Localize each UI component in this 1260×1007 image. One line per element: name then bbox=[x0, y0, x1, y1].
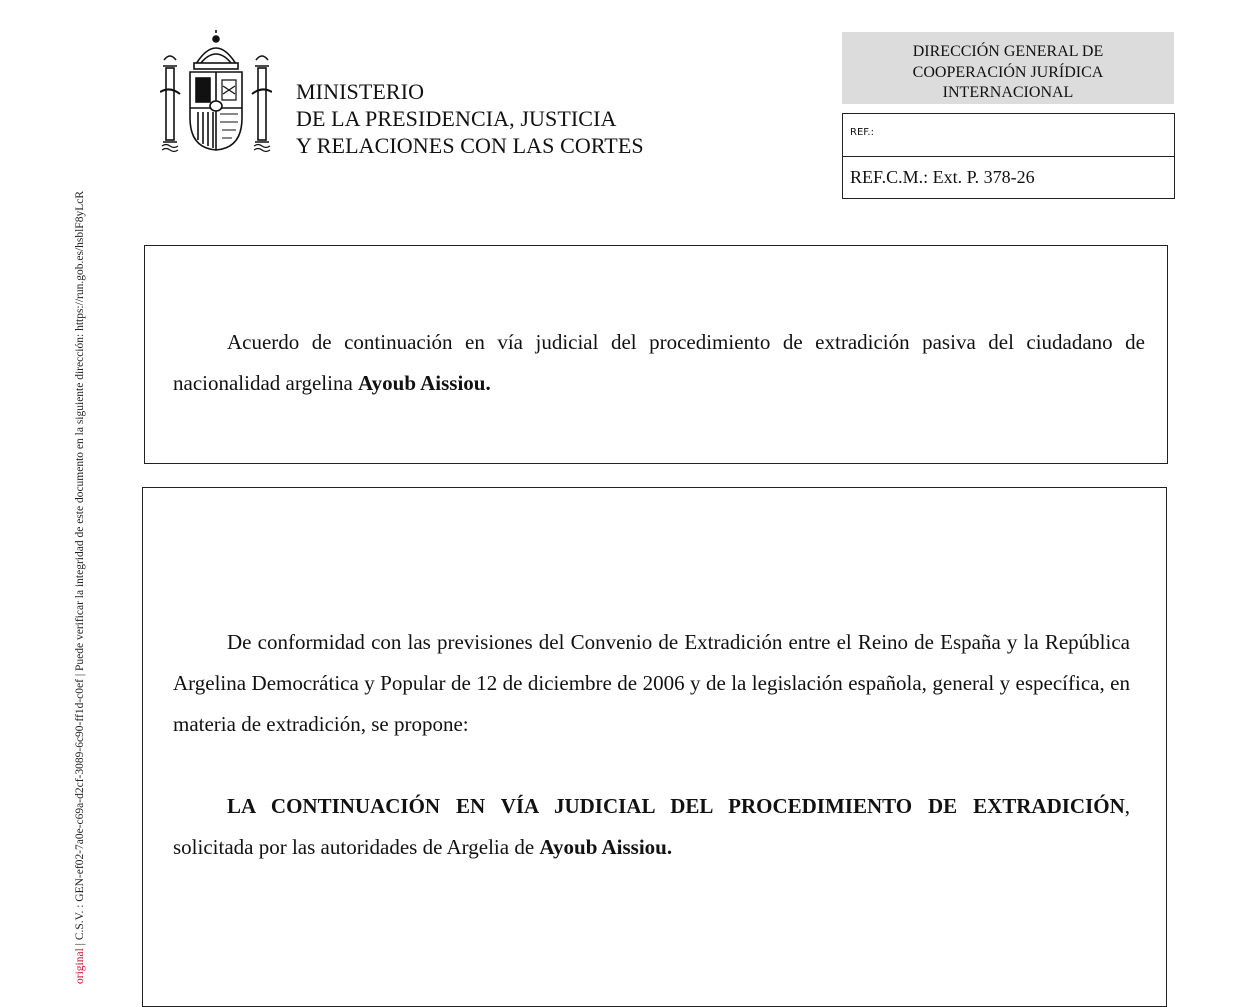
ref-field: REF.: bbox=[843, 114, 1174, 157]
directorate-line-3: INTERNACIONAL bbox=[942, 84, 1074, 101]
intro-text: De conformidad con las previsiones del Convenio de Extradición entre el Reino de España y la República Argelina Democrática y Popular de 12 de diciembre de 2006 y de la legislación española, general y específica, en materia de extradición, se propone: bbox=[173, 630, 1130, 736]
ministry-line-1: MINISTERIO bbox=[296, 79, 425, 104]
ref-cm-field: REF.C.M.: Ext. P. 378-26 bbox=[850, 167, 1035, 187]
ministry-line-3: Y RELACIONES CON LAS CORTES bbox=[296, 133, 644, 158]
directorate-box bbox=[842, 32, 1174, 104]
ministry-name bbox=[296, 78, 644, 159]
proposal-paragraph bbox=[173, 786, 1130, 868]
proposal-bold-text: LA CONTINUACIÓN EN VÍA JUDICIAL DEL PROCEDIMIENTO DE EXTRADICIÓN bbox=[227, 794, 1125, 818]
summary-text: Acuerdo de continuación en vía judicial del procedimiento de extradición pasiva del ciudadano de nacionalidad argelina bbox=[173, 330, 1145, 395]
directorate-line-1: DIRECCIÓN GENERAL DE bbox=[912, 43, 1104, 60]
reference-table bbox=[842, 113, 1175, 199]
stamp-original-label: original bbox=[74, 948, 86, 984]
intro-paragraph bbox=[173, 622, 1130, 745]
proposal-rest-text: , solicitada por las autoridades de Argelia de bbox=[173, 794, 1130, 859]
summary-box bbox=[144, 245, 1168, 464]
proposal-box bbox=[142, 487, 1167, 1007]
summary-paragraph bbox=[173, 322, 1145, 404]
directorate-line-2: COOPERACIÓN JURÍDICA bbox=[912, 63, 1104, 81]
spain-coat-of-arms-icon bbox=[160, 30, 272, 154]
proposal-name: Ayoub Aissiou. bbox=[539, 835, 673, 859]
ministry-line-2: DE LA PRESIDENCIA, JUSTICIA bbox=[296, 106, 617, 131]
stamp-csv-text: | C.S.V. : GEN-ef02-7a0e-c69a-d2cf-3089-6c90-ff1d-c0ef | Puede verificar la integridad de este documento en la siguiente dirección: https://run.gob.es/hsblF8yLcR bbox=[74, 191, 86, 949]
summary-name: Ayoub Aissiou. bbox=[358, 371, 491, 395]
csv-verification-stamp bbox=[74, 54, 86, 984]
